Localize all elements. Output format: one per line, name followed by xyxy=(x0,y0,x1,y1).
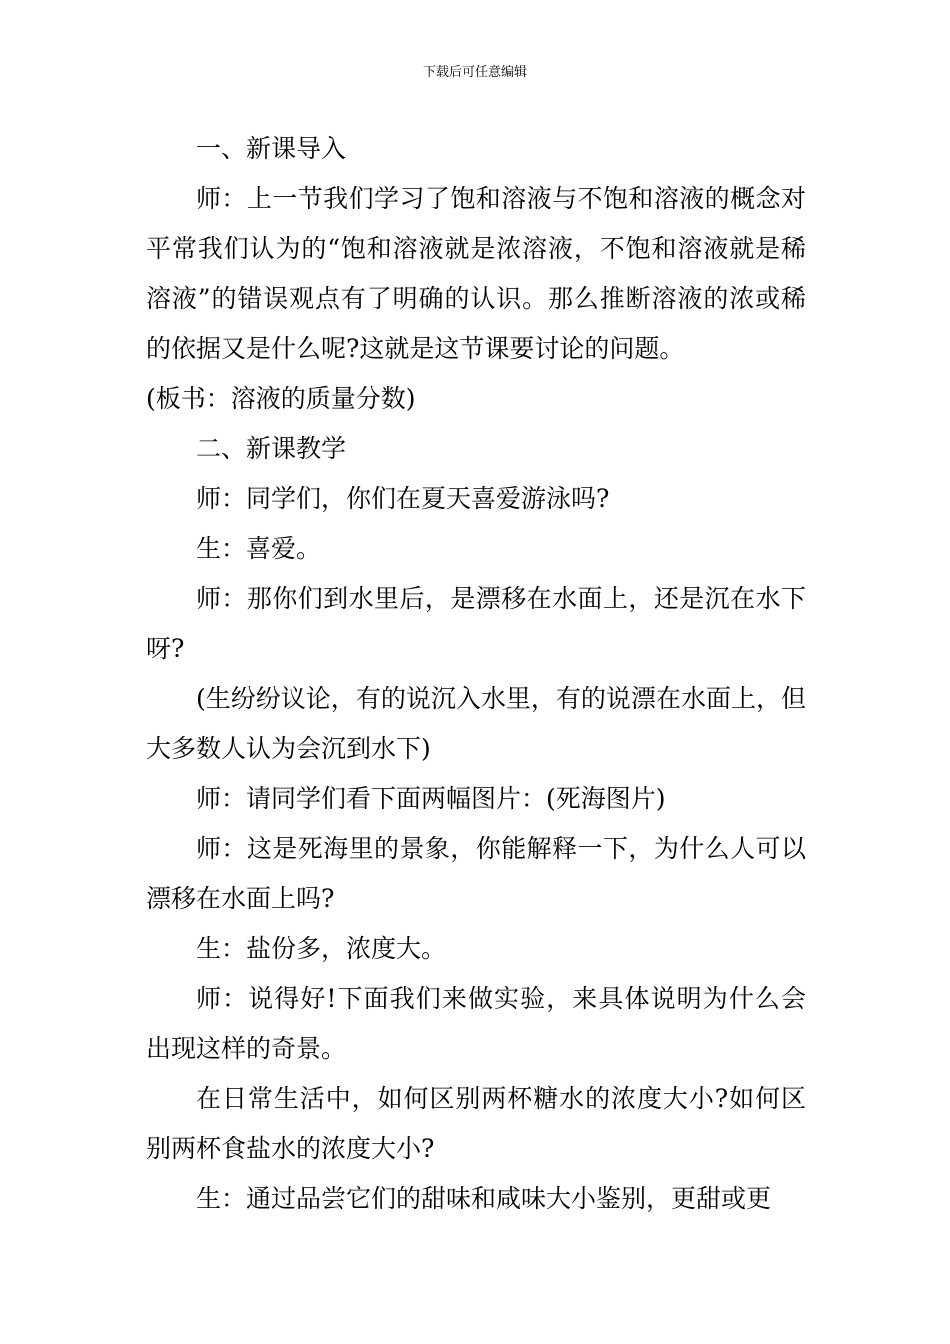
paragraph: 在日常生活中，如何区别两杯糖水的浓度大小?如何区别两杯食盐水的浓度大小? xyxy=(146,1084,806,1163)
paragraph: (生纷纷议论，有的说沉入水里，有的说漂在水面上，但大多数人认为会沉到水下) xyxy=(146,684,806,763)
paragraph: 师：同学们，你们在夏天喜爱游泳吗? xyxy=(196,484,610,513)
section-heading-1: 一、新课导入 xyxy=(196,134,347,163)
paragraph: 师：说得好!下面我们来做实验，来具体说明为什么会出现这样的奇景。 xyxy=(146,984,806,1063)
section-heading-2: 二、新课教学 xyxy=(196,434,347,463)
paragraph: 生：喜爱。 xyxy=(196,534,322,563)
paragraph: 生：通过品尝它们的甜味和咸味大小鉴别，更甜或更 xyxy=(196,1184,772,1213)
paragraph: 师：那你们到水里后，是漂移在水面上，还是沉在水下呀? xyxy=(146,584,806,663)
paragraph: 师：上一节我们学习了饱和溶液与不饱和溶液的概念对平常我们认为的“饱和溶液就是浓溶液，不饱和溶液就是稀溶液”的错误观点有了明确的认识。那么推断溶液的浓或稀的依据又是什么呢?这就是这节课要讨论的问题。 xyxy=(146,184,806,363)
paragraph: 生：盐份多，浓度大。 xyxy=(196,934,447,963)
page-header: 下载后可任意编辑 xyxy=(422,65,527,80)
paragraph: 师：这是死海里的景象，你能解释一下，为什么人可以漂移在水面上吗? xyxy=(146,834,806,913)
document-body xyxy=(146,124,806,1224)
board-note: (板书：溶液的质量分数) xyxy=(146,384,416,413)
paragraph: 师：请同学们看下面两幅图片：(死海图片) xyxy=(196,784,666,813)
